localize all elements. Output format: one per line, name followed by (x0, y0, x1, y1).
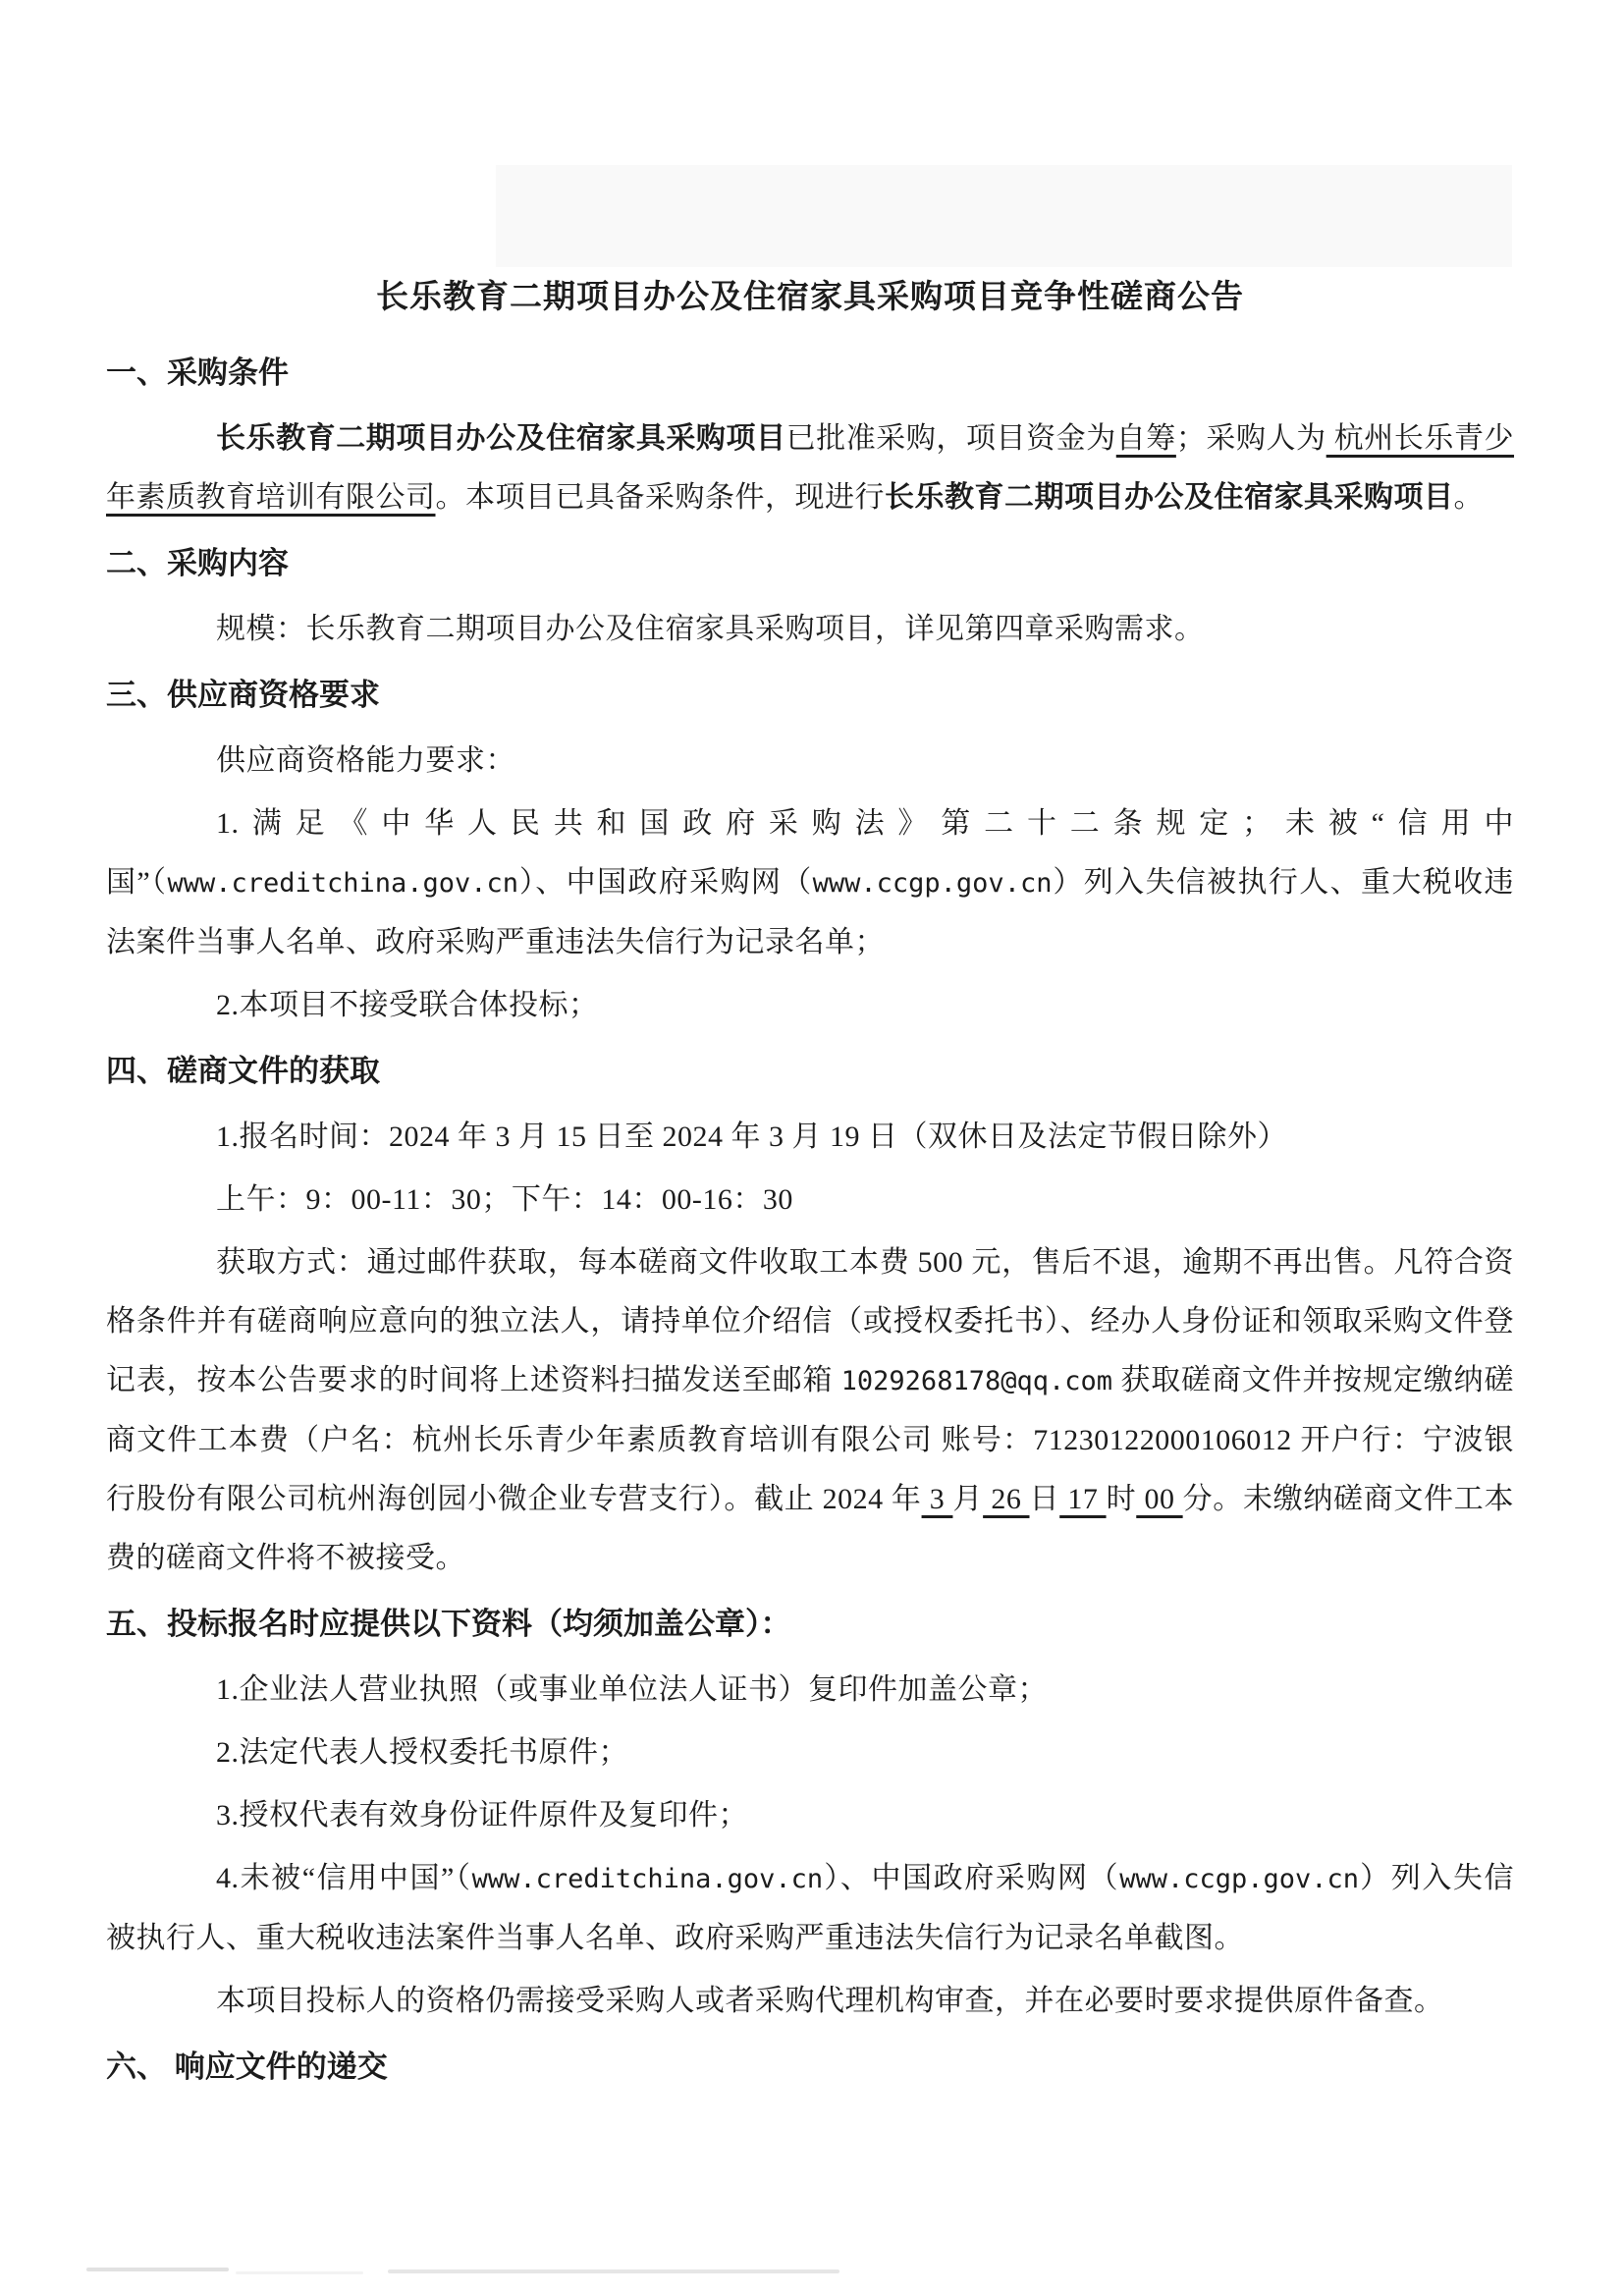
text-segment: ）、中国政府采购网（ (823, 1862, 1120, 1894)
text-segment: 1.满足《中华人民共和国政府采购法》第二十二条规定；未被“信用中国”（ (106, 807, 1514, 899)
text-segment: ；采购人为 (1175, 422, 1326, 455)
text-segment: 17 (1059, 1483, 1107, 1515)
text-segment: 3 (921, 1483, 953, 1515)
section-1-paragraph (106, 410, 1514, 527)
text-segment: 长乐教育二期项目办公及住宿家具采购项目 (885, 481, 1454, 514)
section-5-heading: 五、投标报名时应提供以下资料（均须加盖公章）： (106, 1607, 791, 1641)
scan-artifact-smudge (86, 2268, 229, 2271)
text-segment: 月 (952, 1483, 984, 1515)
text-segment: 。本项目已具备采购条件，现进行 (435, 481, 885, 514)
qualification-review-note (106, 1972, 1514, 2031)
text-segment: 已批准采购，项目资金为 (785, 422, 1116, 455)
text-segment: 分。未缴纳磋商文件工本费的磋商文件将不被接受。 (106, 1483, 1514, 1574)
text-segment: www.ccgp.gov.cn (812, 868, 1053, 899)
text-segment: 供应商资格能力要求： (216, 744, 515, 777)
text-segment: www.ccgp.gov.cn (1119, 1864, 1360, 1894)
scan-artifact-smudge (236, 2271, 363, 2274)
text-segment: 。 (1453, 481, 1484, 514)
required-material-item-2 (106, 1723, 1514, 1782)
text-segment: 长乐教育二期项目办公及住宿家具采购项目 (216, 422, 786, 455)
text-segment: 上午：9：00-11：30；下午：14：00-16：30 (216, 1183, 793, 1216)
announcement-document (106, 275, 1514, 2104)
text-segment: 时 (1106, 1483, 1137, 1515)
section-2-paragraph (106, 600, 1514, 659)
scan-artifact-smudge (388, 2269, 839, 2273)
required-material-item-1 (106, 1661, 1514, 1720)
section-4-heading: 四、磋商文件的获取 (106, 1054, 380, 1088)
text-segment: 26 (983, 1483, 1030, 1515)
text-segment: 1.企业法人营业执照（或事业单位法人证书）复印件加盖公章； (216, 1673, 1048, 1706)
text-segment: 自筹 (1115, 422, 1176, 455)
text-segment: ）、中国政府采购网（ (518, 866, 813, 899)
scan-artifact-gray-box (496, 165, 1512, 267)
text-segment: 日 (1029, 1483, 1060, 1515)
document-body (106, 344, 1514, 2097)
supplier-qualification-item-1 (106, 794, 1514, 972)
text-segment: ）列入失信被执行人、重大税收违法案件当事人名单、政府采购严重违法失信行为记录名单； (106, 866, 1515, 958)
section-1-heading: 一、采购条件 (106, 355, 289, 390)
text-segment: 本项目投标人的资格仍需接受采购人或者采购代理机构审查，并在必要时要求提供原件备查。 (216, 1985, 1444, 2017)
text-segment: www.creditchina.gov.cn (471, 1864, 824, 1894)
required-material-item-4 (106, 1849, 1514, 1968)
text-segment: ）列入失信被执行人、重大税收违法案件当事人名单、政府采购严重违法失信行为记录名单截图。 (106, 1862, 1515, 1954)
text-segment: 1.报名时间：2024 年 3 月 15 日至 2024 年 3 月 19 日（双休日及法定节假日除外） (216, 1121, 1287, 1153)
text-segment: 规模：长乐教育二期项目办公及住宿家具采购项目，详见第四章采购需求。 (216, 613, 1205, 645)
document-title: 长乐教育二期项目办公及住宿家具采购项目竞争性磋商公告 (376, 280, 1244, 315)
registration-hours-line (106, 1171, 1514, 1230)
required-material-item-3 (106, 1786, 1514, 1845)
section-2-heading: 二、采购内容 (106, 546, 289, 580)
supplier-qualification-item-2 (106, 976, 1514, 1035)
supplier-qualification-intro (106, 732, 1514, 791)
acquisition-method-paragraph (106, 1233, 1514, 1588)
text-segment: 获取方式：通过邮件获取，每本磋商文件收取工本费 500 元，售后不退，逾期不再出售。凡符合资格条件并有磋商响应意向的独立法人，请持单位介绍信（或授权委托书）、经办人身份证和领取采购文件登记表，按本公告要求的时间将上述资料扫描发送至邮箱 (106, 1246, 1514, 1396)
text-segment: 00 (1136, 1483, 1183, 1515)
text-segment: www.creditchina.gov.cn (167, 868, 519, 899)
text-segment: 3.授权代表有效身份证件原件及复印件； (216, 1799, 748, 1831)
text-segment: 获取磋商文件并按规定缴纳磋商文件工本费（户名：杭州长乐青少年素质教育培训有限公司 账号：71230122000106012 开户行：宁波银行股份有限公司杭州海创园小微企业专营支行）。截止 2024 年 (106, 1364, 1515, 1515)
text-segment: 杭州长乐青少年素质教育培训有限公司 (106, 422, 1515, 514)
text-segment: 1029268178@qq.com (840, 1366, 1112, 1396)
text-segment: 2.法定代表人授权委托书原件； (216, 1736, 628, 1769)
text-segment: 2.本项目不接受联合体投标； (216, 989, 599, 1021)
registration-time-line (106, 1108, 1514, 1167)
section-3-heading: 三、供应商资格要求 (106, 678, 380, 712)
text-segment: 4.未被“信用中国”（ (216, 1862, 472, 1894)
section-6-heading: 六、 响应文件的递交 (106, 2050, 388, 2084)
